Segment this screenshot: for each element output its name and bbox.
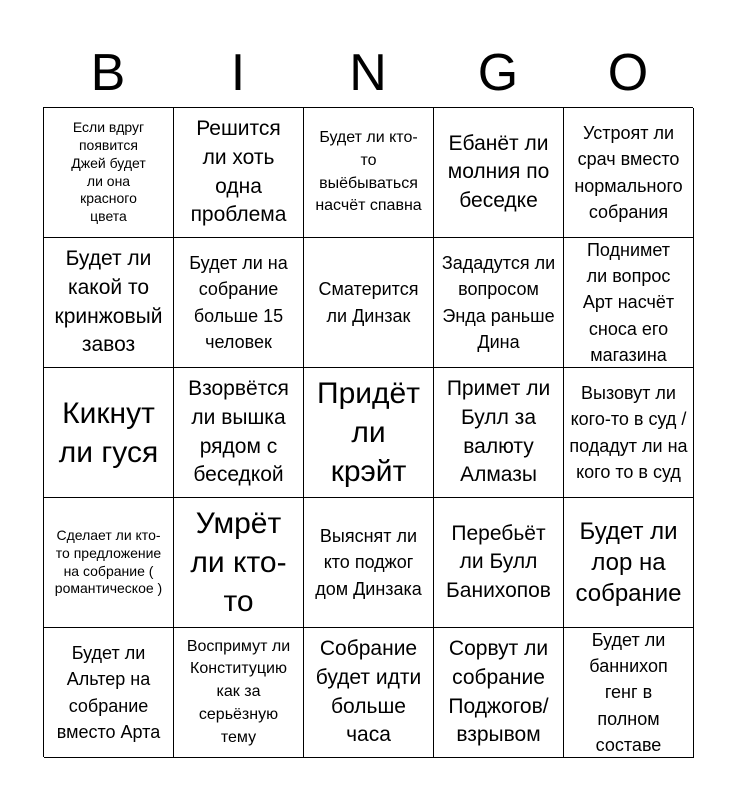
cell-text: Выяснят ли кто поджог дом Динзака	[315, 526, 422, 599]
bingo-cell[interactable]	[304, 368, 434, 498]
bingo-cell[interactable]	[564, 368, 694, 498]
bingo-cell[interactable]	[174, 238, 304, 368]
bingo-cell[interactable]	[564, 628, 694, 758]
cell-text: Решится ли хоть одна проблема	[190, 117, 287, 227]
bingo-cell[interactable]	[174, 368, 304, 498]
cell-text: Взорвётся ли вышка рядом с беседкой	[188, 377, 289, 487]
bingo-cell[interactable]	[304, 238, 434, 368]
cell-text: Придёт ли крэйт	[317, 377, 420, 488]
cell-text: Примет ли Булл за валюту Алмазы	[446, 377, 551, 487]
cell-text: Сорвут ли собрание Поджогов/ взрывом	[448, 637, 549, 747]
bingo-cell[interactable]	[174, 628, 304, 758]
bingo-cell[interactable]	[44, 238, 174, 368]
bingo-cell[interactable]	[434, 108, 564, 238]
bingo-cell[interactable]	[44, 108, 174, 238]
header-letter-g: G	[477, 44, 519, 102]
cell-text: Перебьёт ли Булл Банихопов	[446, 521, 551, 602]
cell-text: Будет ли лор на собрание	[575, 517, 682, 608]
bingo-cell[interactable]	[564, 498, 694, 628]
cell-text: Собрание будет идти больше часа	[315, 637, 422, 747]
cell-text: Будет ли Альтер на собрание вместо Арта	[56, 643, 161, 742]
cell-text: Будет ли баннихоп генг в полном составе	[589, 630, 668, 755]
bingo-cell[interactable]	[174, 498, 304, 628]
cell-text: Если вдруг появится Джей будет ли она красного цвета	[71, 118, 146, 225]
cell-text: Будет ли какой то кринжовый завоз	[54, 247, 163, 357]
cell-text: Зададутся ли вопросом Энда раньше Дина	[441, 253, 556, 352]
bingo-cell[interactable]	[44, 628, 174, 758]
bingo-cell[interactable]	[434, 368, 564, 498]
bingo-cell[interactable]	[564, 238, 694, 368]
cell-text: Будет ли кто-то выёбываться насчёт спавна	[315, 129, 422, 215]
cell-text: Сматерится ли Динзак	[318, 279, 419, 326]
cell-text: Вызовут ли кого-то в суд / подадут ли на кого то в суд	[569, 383, 688, 482]
bingo-cell[interactable]	[44, 498, 174, 628]
cell-text: Умрёт ли кто-то	[190, 507, 287, 618]
bingo-cell[interactable]	[304, 498, 434, 628]
header-letter-i: I	[230, 44, 246, 102]
bingo-cell[interactable]	[434, 498, 564, 628]
bingo-cell[interactable]	[304, 628, 434, 758]
cell-text: Воспримут ли Конституцию как за серьёзную тему	[186, 637, 291, 746]
cell-text: Сделает ли кто-то предложение на собрание ( романтическое )	[54, 526, 163, 597]
bingo-cell[interactable]	[174, 108, 304, 238]
bingo-header	[43, 40, 693, 106]
bingo-cell[interactable]	[434, 238, 564, 368]
bingo-cell[interactable]	[434, 628, 564, 758]
cell-text: Поднимет ли вопрос Арт насчёт сноса его магазина	[582, 240, 675, 365]
cell-text: Будет ли на собрание больше 15 человек	[189, 253, 288, 352]
header-letter-n: N	[349, 44, 387, 102]
cell-text: Ебанёт ли молния по беседке	[447, 131, 550, 212]
header-letter-o: O	[607, 44, 649, 102]
header-letter-b: B	[90, 44, 126, 102]
bingo-card-grid	[43, 107, 693, 757]
bingo-cell[interactable]	[564, 108, 694, 238]
cell-text: Устроят ли срач вместо нормального собрания	[574, 123, 683, 222]
bingo-cell[interactable]	[304, 108, 434, 238]
bingo-cell[interactable]	[44, 368, 174, 498]
cell-text: Кикнут ли гуся	[58, 396, 159, 469]
